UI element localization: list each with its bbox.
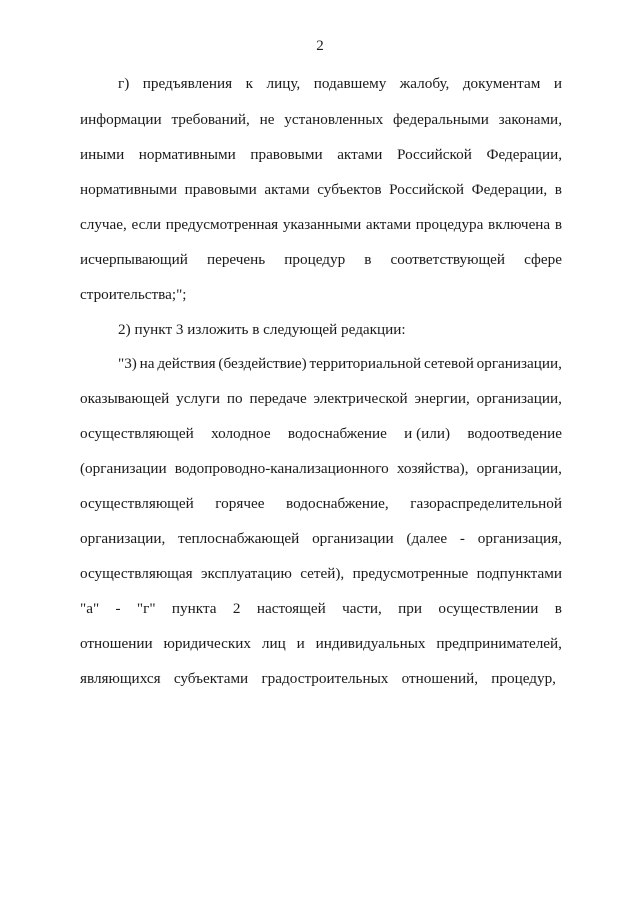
word: жалобу,	[399, 75, 450, 92]
word: газораспределительной	[410, 495, 562, 512]
word: услуги	[176, 390, 221, 407]
word: сетевой	[423, 355, 474, 372]
text-line: 2) пункт 3 изложить в следующей редакции:	[118, 321, 406, 338]
text-line	[118, 74, 562, 94]
text-line	[80, 599, 562, 619]
word: организации,	[80, 530, 166, 547]
word: настоящей	[256, 600, 326, 617]
word: "г"	[136, 600, 156, 617]
word: горячее	[215, 495, 265, 512]
word: (организации	[80, 460, 167, 477]
word: подавшему	[313, 75, 387, 92]
word: актами	[264, 181, 310, 198]
word: предусмотренная	[165, 216, 279, 233]
word: если	[131, 216, 162, 233]
word: процедур,	[491, 670, 556, 687]
word: документам	[462, 75, 541, 92]
word: Федерации,	[486, 146, 562, 163]
word: являющихся	[80, 670, 161, 687]
word: соответствующей	[390, 251, 506, 268]
word: предусмотренные	[352, 565, 469, 582]
word: -	[115, 600, 121, 617]
word: актами	[337, 146, 383, 163]
word: передаче	[249, 390, 307, 407]
text-line	[80, 145, 562, 165]
word: установленных	[284, 111, 384, 128]
word: организации,	[476, 355, 562, 372]
word: предъявления	[142, 75, 233, 92]
word: исчерпывающий	[80, 251, 188, 268]
word: осуществлении	[438, 600, 539, 617]
text-line	[80, 424, 562, 444]
word: организации,	[476, 390, 562, 407]
word: водоснабжение	[287, 425, 387, 442]
text-line	[118, 354, 562, 374]
word: нормативными	[138, 146, 236, 163]
word: в	[364, 251, 372, 268]
word: процедура	[415, 216, 484, 233]
word: водопроводно-канализационного	[174, 460, 389, 477]
word: (бездействие)	[218, 355, 307, 372]
word: требований,	[171, 111, 250, 128]
word: в	[554, 600, 562, 617]
word: не	[259, 111, 275, 128]
word: и	[553, 75, 562, 92]
word: подпунктами	[476, 565, 562, 582]
word: градостроительных	[261, 670, 389, 687]
word: Федерации,	[471, 181, 548, 198]
word: оказывающей	[80, 390, 170, 407]
word: эксплуатацию	[200, 565, 292, 582]
word: федеральными	[392, 111, 489, 128]
word: включена	[488, 216, 551, 233]
text-line	[80, 250, 562, 270]
word: индивидуальных	[315, 635, 426, 652]
word: перечень	[206, 251, 266, 268]
word: актами	[365, 216, 412, 233]
word: лиц	[261, 635, 286, 652]
word: и (или)	[404, 425, 451, 442]
word: случае,	[80, 216, 127, 233]
word: хозяйства),	[396, 460, 469, 477]
word: предпринимателей,	[436, 635, 562, 652]
word: "3)	[118, 355, 137, 372]
word: лицу,	[266, 75, 301, 92]
word: Российской	[397, 146, 472, 163]
word: на	[139, 355, 155, 372]
word: в	[554, 216, 562, 233]
word: и	[296, 635, 305, 652]
word: пункта	[171, 600, 217, 617]
word: правовыми	[184, 181, 257, 198]
word: указанными	[282, 216, 362, 233]
word: отношений,	[401, 670, 479, 687]
word: сфере	[524, 251, 562, 268]
word: действия	[157, 355, 216, 372]
word: организации,	[476, 460, 562, 477]
word: организации	[312, 530, 394, 547]
text-line	[80, 215, 562, 235]
word: осуществляющей	[80, 425, 194, 442]
word: нормативными	[80, 181, 177, 198]
word: процедур	[284, 251, 346, 268]
word: правовыми	[250, 146, 323, 163]
text-line	[80, 669, 556, 689]
text-line	[80, 389, 562, 409]
text-line	[80, 494, 562, 514]
word: законами,	[498, 111, 562, 128]
page-number: 2	[316, 38, 324, 54]
word: юридических	[163, 635, 251, 652]
word: "а"	[80, 600, 100, 617]
word: части,	[342, 600, 382, 617]
word: теплоснабжающей	[178, 530, 300, 547]
word: по	[226, 390, 243, 407]
text-line	[80, 459, 562, 479]
word: осуществляющая	[80, 565, 193, 582]
word: энергии,	[414, 390, 470, 407]
text-line	[80, 110, 562, 130]
word: осуществляющей	[80, 495, 194, 512]
text-line	[80, 564, 562, 584]
word: при	[398, 600, 422, 617]
text-line: строительства;";	[80, 286, 187, 303]
text-line	[80, 529, 562, 549]
word: -	[459, 530, 465, 547]
word: иными	[80, 146, 125, 163]
word: в	[554, 181, 562, 198]
word: (далее	[406, 530, 448, 547]
word: территориальной	[309, 355, 422, 372]
word: водоотведение	[467, 425, 562, 442]
word: г)	[118, 75, 130, 92]
word: Российской	[389, 181, 464, 198]
word: холодное	[211, 425, 271, 442]
text-line	[80, 634, 562, 654]
text-line	[80, 180, 562, 200]
word: информации	[80, 111, 162, 128]
word: электрической	[313, 390, 408, 407]
word: водоснабжение,	[286, 495, 389, 512]
word: субъектами	[173, 670, 249, 687]
word: сетей),	[300, 565, 345, 582]
word: субъектов	[317, 181, 382, 198]
word: к	[245, 75, 254, 92]
word: отношении	[80, 635, 153, 652]
word: 2	[232, 600, 241, 617]
word: организация,	[477, 530, 562, 547]
